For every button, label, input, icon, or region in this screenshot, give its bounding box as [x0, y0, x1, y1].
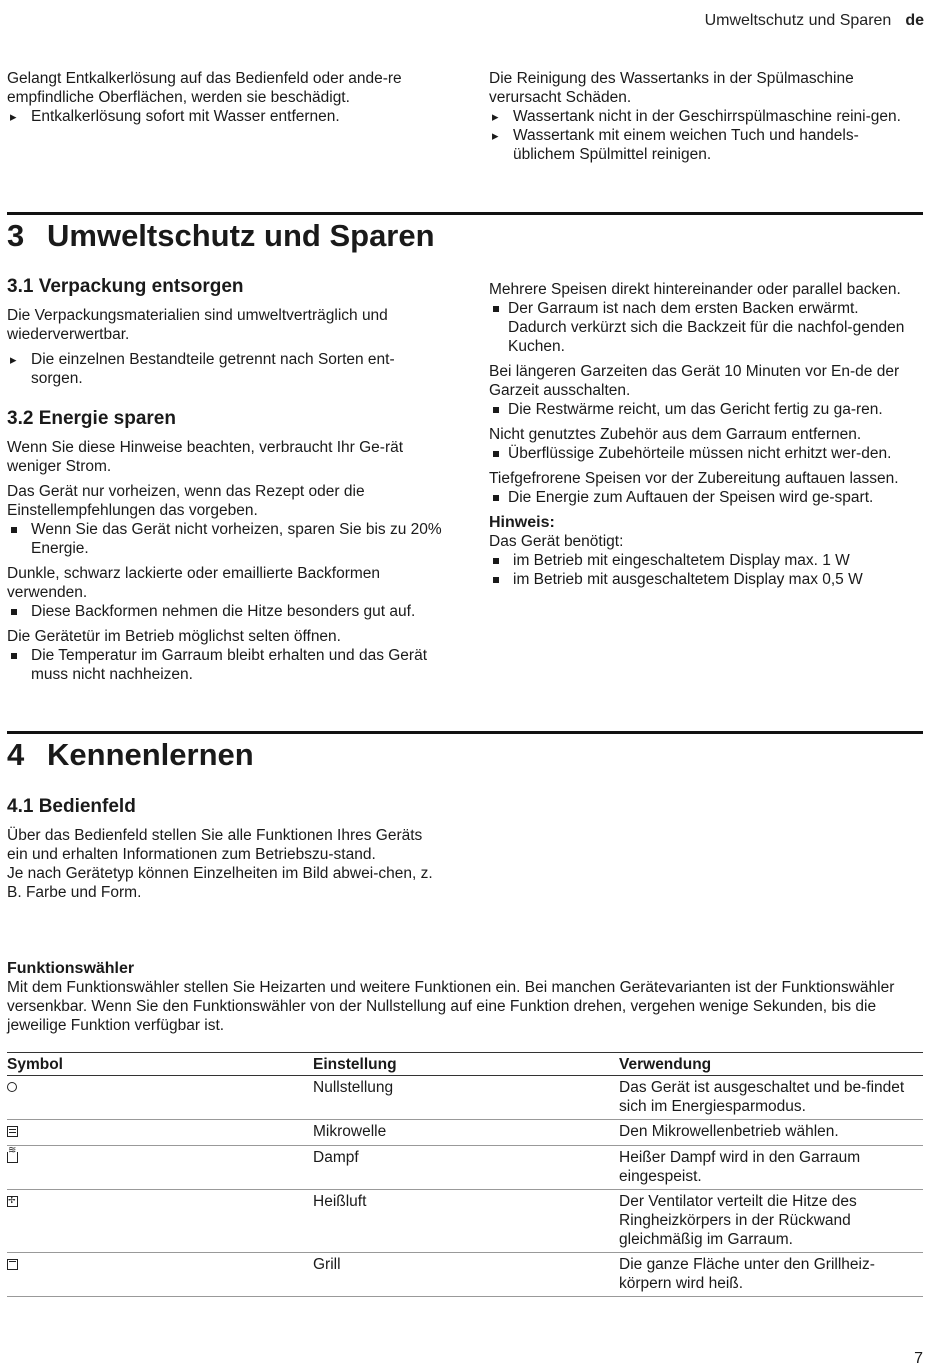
setting-cell: Mikrowelle	[313, 1120, 619, 1146]
paragraph: Die Verpackungsmaterialien sind umweltverträglich und wiederverwertbar.	[7, 307, 388, 343]
list-item: im Betrieb mit eingeschaltetem Display max. 1 W	[489, 551, 914, 570]
setting-cell: Dampf	[313, 1146, 619, 1190]
list-item: Die Restwärme reicht, um das Gericht fertig zu ga-ren.	[489, 400, 914, 419]
function-table	[7, 1052, 923, 1297]
table-row	[7, 1120, 923, 1146]
list-item: Der Garraum ist nach dem ersten Backen erwärmt. Dadurch verkürzt sich die Backzeit für die nachfol-genden Kuchen.	[489, 299, 914, 356]
paragraph: Mit dem Funktionswähler stellen Sie Heizarten und weitere Funktionen ein. Bei manchen Gerätevarianten ist der Funktionswähler versenkbar. Wenn Sie den Funktionswähler von der Nullstellung auf eine Funktion drehen, vergehen wenige Sekunden, bis die jeweilige Funktion verfügbar ist.	[7, 979, 895, 1034]
table-row	[7, 1190, 923, 1253]
use-cell: Die ganze Fläche unter den Grillheiz-körpern wird heiß.	[619, 1253, 923, 1297]
setting-cell: Grill	[313, 1253, 619, 1297]
table-row	[7, 1146, 923, 1190]
function-selector-block	[7, 959, 923, 1035]
paragraph: Das Gerät nur vorheizen, wenn das Rezept oder die Einstellempfehlungen das vorgeben.	[7, 483, 365, 519]
top-right-column	[489, 69, 909, 164]
grill-icon	[7, 1259, 18, 1270]
paragraph: Dunkle, schwarz lackierte oder emaillierte Backformen verwenden.	[7, 565, 381, 601]
list-item: im Betrieb mit ausgeschaltetem Display max 0,5 W	[489, 570, 914, 589]
paragraph: Bei längeren Garzeiten das Gerät 10 Minuten vor En-de der Garzeit ausschalten.	[489, 363, 900, 399]
use-cell: Der Ventilator verteilt die Hitze des Ringheizkörpers in der Rückwand gleichmäßig im Garraum.	[619, 1190, 923, 1253]
circle-icon	[7, 1082, 17, 1092]
list-item: Wenn Sie das Gerät nicht vorheizen, sparen Sie bis zu 20% Energie.	[7, 520, 443, 558]
section-divider	[7, 731, 923, 734]
column-header: Symbol	[7, 1053, 313, 1076]
note-label: Hinweis:	[489, 514, 555, 531]
paragraph: Nicht genutztes Zubehör aus dem Garraum entfernen.	[489, 426, 862, 443]
header-language: de	[905, 12, 924, 29]
paragraph: Die Reinigung des Wassertanks in der Spülmaschine verursacht Schäden.	[489, 70, 854, 106]
section-heading	[7, 737, 254, 773]
subsection-heading: 3.2 Energie sparen	[7, 408, 176, 429]
running-header	[705, 11, 924, 30]
section-number: 3	[7, 218, 25, 253]
list-item: ▸ Wassertank nicht in der Geschirrspülmaschine reini-gen.	[489, 107, 909, 126]
section-divider	[7, 212, 923, 215]
list-item: ▸ Wassertank mit einem weichen Tuch und handels-üblichem Spülmittel reinigen.	[489, 126, 909, 164]
use-cell: Heißer Dampf wird in den Garraum eingespeist.	[619, 1146, 923, 1190]
column-header: Verwendung	[619, 1053, 923, 1076]
header-title: Umweltschutz und Sparen	[704, 12, 892, 29]
paragraph: Die Gerätetür im Betrieb möglichst selten öffnen.	[7, 628, 341, 645]
fan-heat-icon	[7, 1196, 18, 1207]
list-item: Die Temperatur im Garraum bleibt erhalten und das Gerät muss nicht nachheizen.	[7, 646, 443, 684]
paragraph: Das Gerät benötigt:	[489, 533, 624, 550]
microwave-icon	[7, 1126, 18, 1137]
use-cell: Den Mikrowellenbetrieb wählen.	[619, 1120, 923, 1146]
list-item: ▸ Entkalkerlösung sofort mit Wasser entfernen.	[7, 107, 443, 126]
section-heading	[7, 218, 435, 254]
paragraph: Tiefgefrorene Speisen vor der Zubereitung auftauen lassen.	[489, 470, 899, 487]
section-number: 4	[7, 737, 25, 772]
list-item: Überflüssige Zubehörteile müssen nicht erhitzt wer-den.	[489, 444, 914, 463]
paragraph: Wenn Sie diese Hinweise beachten, verbraucht Ihr Ge-rät weniger Strom.	[7, 439, 404, 475]
paragraph: Über das Bedienfeld stellen Sie alle Funktionen Ihres Geräts ein und erhalten Informationen zum Betriebszu-stand.	[7, 827, 423, 863]
paragraph: Mehrere Speisen direkt hintereinander oder parallel backen.	[489, 281, 901, 298]
top-left-column	[7, 69, 443, 126]
section-title: Umweltschutz und Sparen	[47, 218, 435, 253]
column-header: Einstellung	[313, 1053, 619, 1076]
section3-right-column	[489, 280, 914, 589]
page-number: 7	[914, 1350, 923, 1367]
table-row	[7, 1076, 923, 1120]
list-item: Diese Backformen nehmen die Hitze besonders gut auf.	[7, 602, 443, 621]
paragraph: Gelangt Entkalkerlösung auf das Bedienfeld oder ande-re empfindliche Oberflächen, werden sie beschädigt.	[7, 70, 402, 106]
subsection-heading: 3.1 Verpackung entsorgen	[7, 276, 244, 297]
list-item: ▸ Die einzelnen Bestandteile getrennt nach Sorten ent-sorgen.	[7, 350, 443, 388]
setting-cell: Heißluft	[313, 1190, 619, 1253]
section-title: Kennenlernen	[47, 737, 254, 772]
table-header-row	[7, 1053, 923, 1076]
subsection-heading: 4.1 Bedienfeld	[7, 796, 136, 817]
block-heading: Funktionswähler	[7, 960, 135, 977]
use-cell: Das Gerät ist ausgeschaltet und be-findet sich im Energiesparmodus.	[619, 1076, 923, 1120]
table-row	[7, 1253, 923, 1297]
section3-left-column	[7, 276, 443, 684]
section4-left-column	[7, 796, 443, 902]
paragraph: Je nach Gerätetyp können Einzelheiten im Bild abwei-chen, z. B. Farbe und Form.	[7, 865, 433, 901]
list-item: Die Energie zum Auftauen der Speisen wird ge-spart.	[489, 488, 914, 507]
setting-cell: Nullstellung	[313, 1076, 619, 1120]
steam-icon	[7, 1152, 18, 1163]
